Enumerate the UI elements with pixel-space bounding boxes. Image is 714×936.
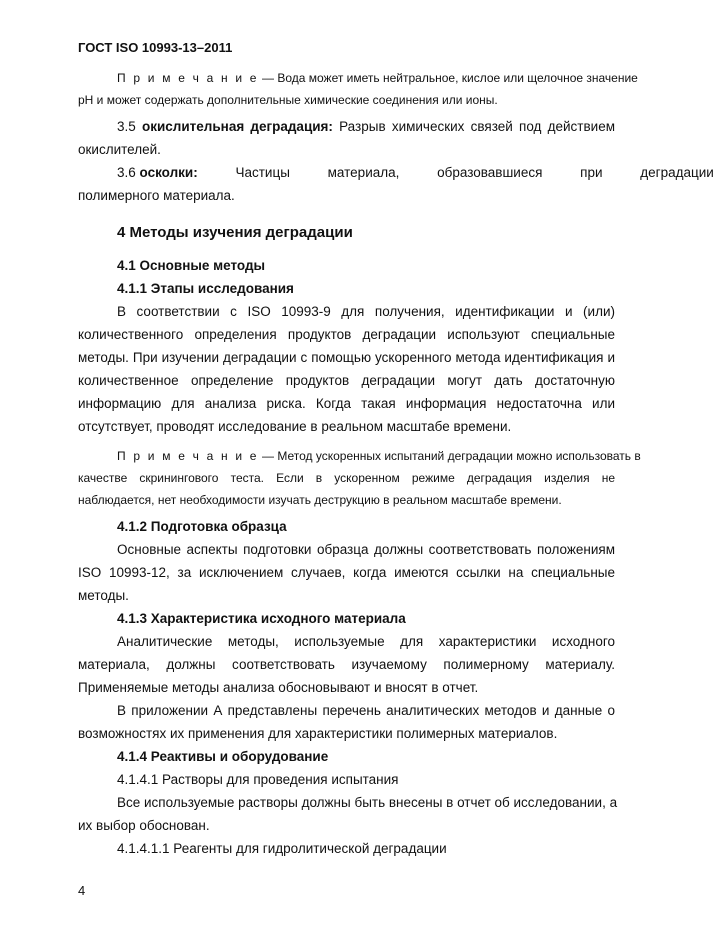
subsection-heading: 4.1 Основные методы: [117, 258, 266, 273]
definition-term: осколки:: [139, 165, 198, 180]
definition-3-5-line-1: 3.5 окислительная деградация: Разрыв химических связей под действием: [117, 119, 615, 134]
definition-3-5-line-2: окислителей.: [78, 142, 161, 157]
paragraph-line: Основные аспекты подготовки образца должны соответствовать положениям: [117, 542, 615, 557]
note-2-line-1: П р и м е ч а н и е — Метод ускоренных испытаний деградации можно использовать в: [117, 449, 641, 463]
subsection-heading: 4.1.4.1.1 Реагенты для гидролитической деградации: [117, 841, 447, 856]
paragraph-line: отсутствует, проводят исследование в реальном масштабе времени.: [78, 419, 512, 434]
paragraph-line: материала, должны соответствовать изучаемому полимерному материалу.: [78, 657, 615, 672]
note-label: П р и м е ч а н и е: [117, 449, 259, 463]
note-1-line-2: рН и может содержать дополнительные химические соединения или ионы.: [78, 93, 498, 107]
subsection-heading: 4.1.1 Этапы исследования: [117, 281, 294, 296]
note-label: П р и м е ч а н и е: [117, 71, 259, 85]
paragraph-line: В приложении А представлены перечень аналитических методов и данные о: [117, 703, 615, 718]
paragraph-line: ISO 10993-12, за исключением случаев, когда имеются ссылки на специальные: [78, 565, 615, 580]
section-heading: 4 Методы изучения деградации: [117, 224, 353, 241]
paragraph-line: методы.: [78, 588, 129, 603]
definition-3-6-line-2: полимерного материала.: [78, 188, 235, 203]
subsection-heading: 4.1.4 Реактивы и оборудование: [117, 749, 329, 764]
paragraph-line: методы. При изучении деградации с помощью ускоренного метода идентификация и: [78, 350, 615, 365]
page-number: 4: [78, 883, 86, 898]
paragraph-line: возможностях их применения для характеристики полимерных материалов.: [78, 726, 558, 741]
paragraph-line: информацию для анализа риска. Когда такая информация недостаточна или: [78, 396, 615, 411]
note-2-line-3: наблюдается, нет необходимости изучать деструкцию в реальном масштабе времени.: [78, 493, 562, 507]
paragraph-line: Аналитические методы, используемые для характеристики исходного: [117, 634, 615, 649]
paragraph-line: количественного определения продуктов деградации используют специальные: [78, 327, 615, 342]
paragraph-line: Применяемые методы анализа обосновывают и вносят в отчет.: [78, 680, 479, 695]
subsection-heading: 4.1.2 Подготовка образца: [117, 519, 287, 534]
paragraph-line: Все используемые растворы должны быть внесены в отчет об исследовании, а: [117, 795, 618, 810]
subsection-heading: 4.1.3 Характеристика исходного материала: [117, 611, 406, 626]
definition-term: окислительная деградация:: [141, 119, 333, 134]
subsection-heading: 4.1.4.1 Растворы для проведения испытания: [117, 772, 399, 787]
paragraph-line: В соответствии с ISO 10993-9 для получения, идентификации и (или): [117, 304, 615, 319]
definition-3-6-line-1: 3.6 осколки: Частицы материала, образовавшиеся при деградации: [117, 165, 714, 180]
note-2-line-2: качестве скринингового теста. Если в ускоренном режиме деградация изделия не: [78, 471, 615, 485]
paragraph-line: количественное определение продуктов деградации могут дать достаточную: [78, 373, 615, 388]
document-header: ГОСТ ISO 10993-13–2011: [78, 40, 233, 55]
note-1-line-1: П р и м е ч а н и е — Вода может иметь нейтральное, кислое или щелочное значение: [117, 71, 638, 85]
paragraph-line: их выбор обоснован.: [78, 818, 210, 833]
